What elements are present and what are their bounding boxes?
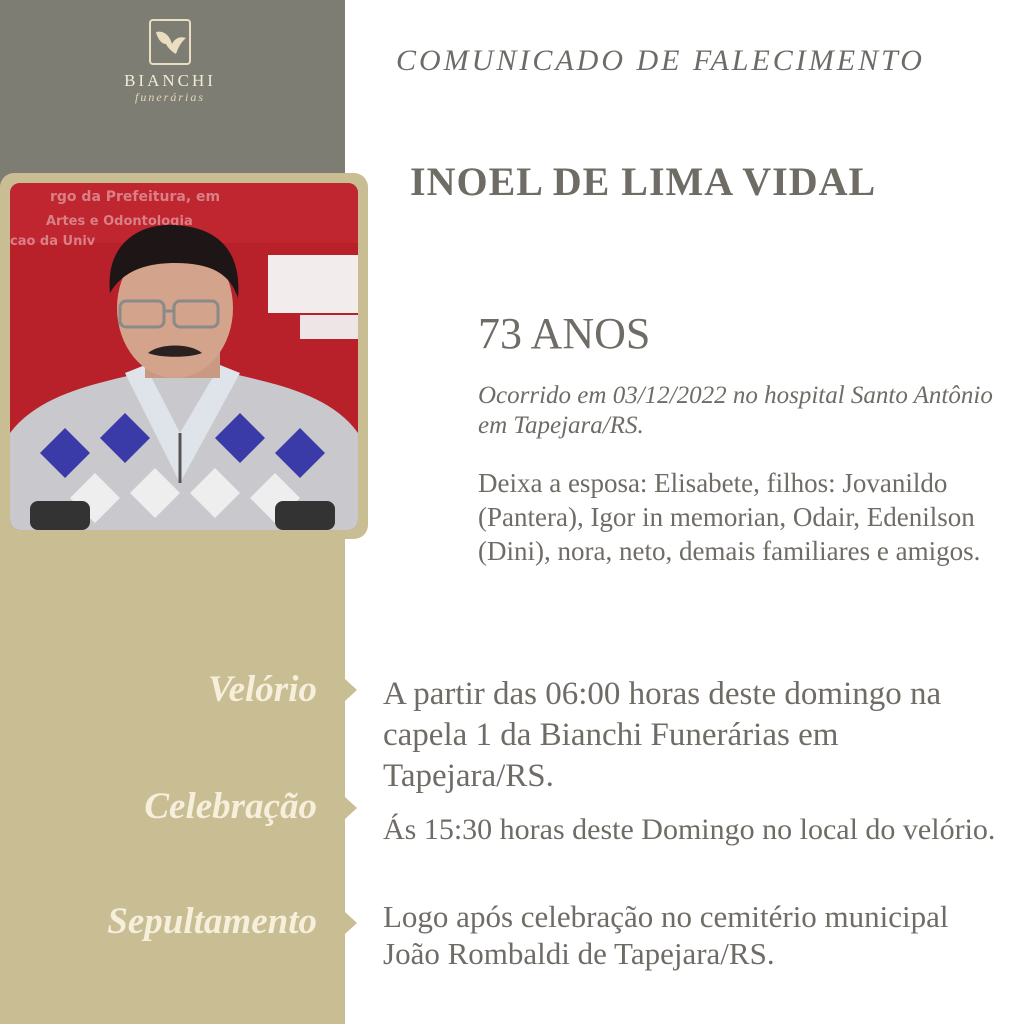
brand-subtitle: funerárias — [134, 90, 205, 104]
family-details: Deixa a esposa: Elisabete, filhos: Jovanildo (Pantera), Igor in memorian, Odair, Edenilson (Dini), nora, neto, demais familiares e amigos. — [478, 468, 981, 566]
page-title: COMUNICADO DE FALECIMENTO — [396, 44, 925, 77]
portrait-image — [10, 183, 358, 530]
brand-name: BIANCHI — [124, 71, 216, 90]
death-details: Ocorrido em 03/12/2022 no hospital Santo Antônio em Tapejara/RS. — [478, 382, 993, 439]
deceased-name: INOEL DE LIMA VIDAL — [410, 159, 877, 204]
arrow-icon — [345, 797, 357, 819]
background-text-3: cao da Univ — [10, 234, 96, 249]
event-text-sepultamento: Logo após celebração no cemitério municipal João Rombaldi de Tapejara/RS. — [383, 899, 949, 971]
background-text-2: Artes e Odontologia — [46, 214, 193, 229]
dove-logo-icon — [148, 18, 192, 66]
brand-logo — [105, 18, 235, 104]
arrow-icon — [345, 679, 357, 701]
background-text-1: rgo da Prefeitura, em — [50, 189, 221, 205]
deceased-photo — [10, 183, 358, 530]
event-text-celebracao: Ás 15:30 horas deste Domingo no local do velório. — [383, 813, 996, 846]
event-label-velorio: Velório — [208, 669, 317, 710]
event-label-celebracao: Celebração — [144, 786, 317, 827]
arrow-icon — [345, 912, 357, 934]
event-label-sepultamento: Sepultamento — [107, 901, 317, 942]
deceased-age: 73 ANOS — [478, 309, 651, 358]
event-text-velorio: A partir das 06:00 horas deste domingo na capela 1 da Bianchi Funerárias em Tapejara/RS. — [383, 676, 942, 794]
